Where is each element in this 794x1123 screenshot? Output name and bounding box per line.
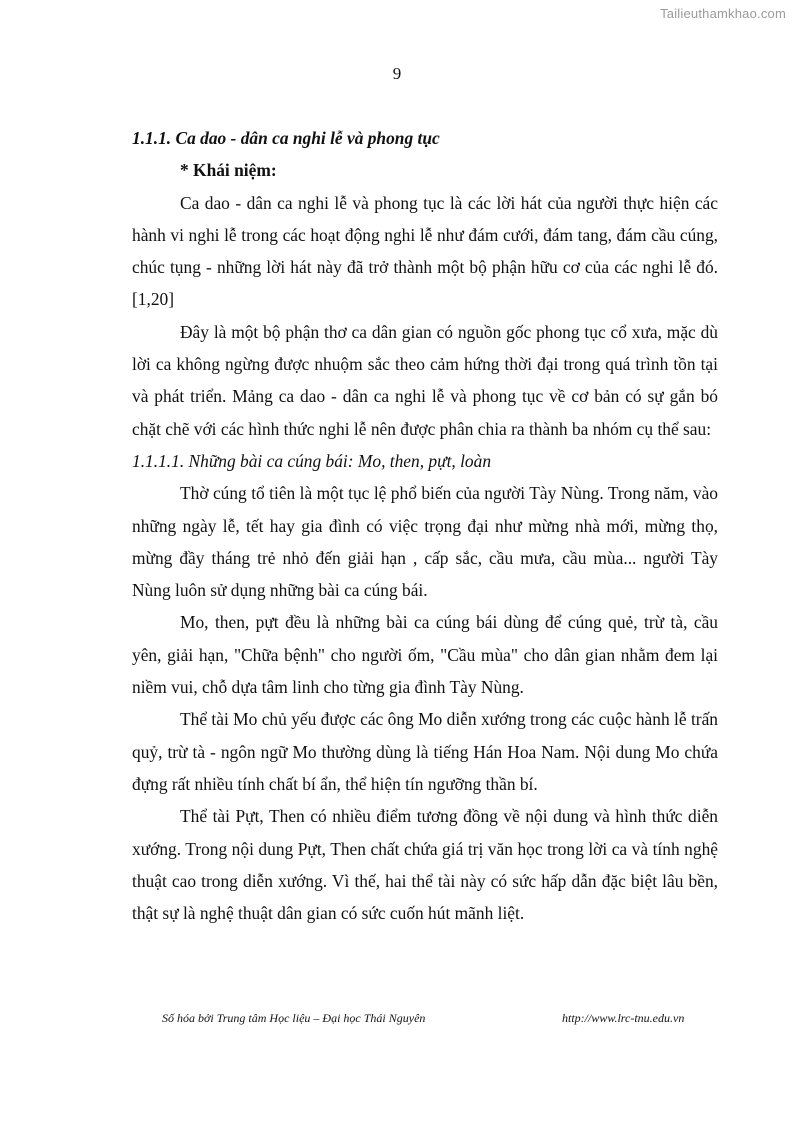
section-heading: 1.1.1. Ca dao - dân ca nghi lễ và phong tục [132,128,440,148]
concept-label: * Khái niệm: [180,160,277,181]
footer-url: http://www.lrc-tnu.edu.vn [562,1011,685,1025]
paragraph: Thể tài Pựt, Then có nhiều điểm tương đồng về nội dung và hình thức diễn xướng. Trong nội dung Pựt, Then chất chứa giá trị văn học trong lời ca và tính nghệ thuật cao trong diễn xướng. Vì thế, hai thể tài này có sức hấp dẫn đặc biệt lâu bền, thật sự là nghệ thuật dân gian có sức cuốn hút mãnh liệt. [132,806,718,924]
paragraph: Ca dao - dân ca nghi lễ và phong tục là các lời hát của người thực hiện các hành vi nghi lễ trong các hoạt động nghi lễ như đám cưới, đám tang, đám cầu cúng, chúc tụng - những lời hát này đã trở thành một bộ phận hữu cơ của các nghi lễ đó. [1,20] [132,192,718,310]
footer-source: Số hóa bởi Trung tâm Học liệu – Đại học Thái Nguyên [162,1011,426,1025]
document-body [132,122,718,929]
paragraph: Đây là một bộ phận thơ ca dân gian có nguồn gốc phong tục cổ xưa, mặc dù lời ca không ngừng được nhuộm sắc theo cảm hứng thời đại trong quá trình tồn tại và phát triển. Mảng ca dao - dân ca nghi lễ và phong tục về cơ bản có sự gắn bó chặt chẽ với các hình thức nghi lễ nên được phân chia ra thành ba nhóm cụ thể sau: [132,321,718,439]
subsection-heading: 1.1.1.1. Những bài ca cúng bái: Mo, then, pựt, loàn [132,450,492,471]
watermark-text: Tailieuthamkhao.com [660,6,786,21]
paragraph: Mo, then, pựt đều là những bài ca cúng bái dùng để cúng quẻ, trừ tà, cầu yên, giải hạn, "Chữa bệnh" cho người ốm, "Cầu mùa" cho dân gian nhằm đem lại niềm vui, chỗ dựa tâm linh cho từng gia đình Tày Nùng. [132,612,718,698]
page-number: 9 [392,64,402,83]
paragraph: Thờ cúng tổ tiên là một tục lệ phổ biến của người Tày Nùng. Trong năm, vào những ngày lễ, tết hay gia đình có việc trọng đại như mừng nhà mới, mừng thọ, mừng đầy tháng trẻ nhỏ đến giải hạn , cấp sắc, cầu mưa, cầu mùa... người Tày Nùng luôn sử dụng những bài ca cúng bái. [132,483,718,601]
paragraph: Thể tài Mo chủ yếu được các ông Mo diễn xướng trong các cuộc hành lễ trấn quỷ, trừ tà - ngôn ngữ Mo thường dùng là tiếng Hán Hoa Nam. Nội dung Mo chứa đựng rất nhiều tính chất bí ẩn, thể hiện tín ngưỡng thần bí. [132,709,718,794]
